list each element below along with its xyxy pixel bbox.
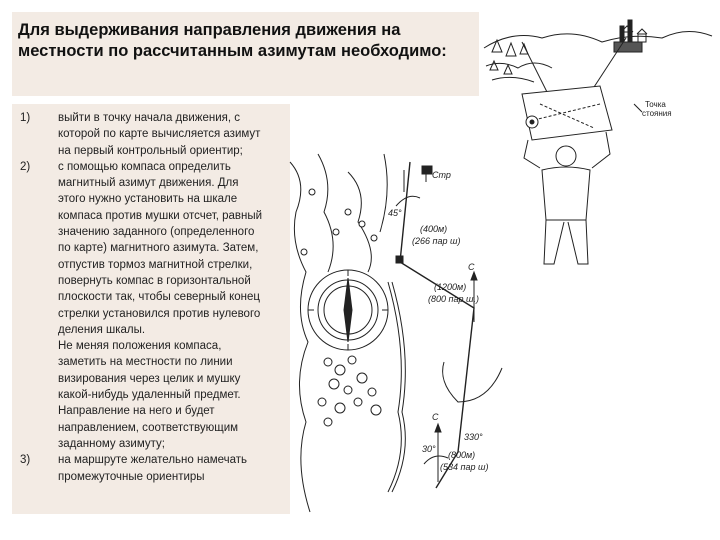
pairs-label: (266 пар ш) [412, 236, 461, 246]
list-number: 2) [20, 160, 31, 173]
list-item [20, 452, 286, 485]
list-item [20, 110, 286, 159]
route-map-illustration [288, 152, 520, 518]
angle-label: 45° [388, 208, 402, 218]
map-label: Стр [432, 170, 451, 180]
terrain-contour [290, 162, 310, 512]
distance-label: (800м) [448, 450, 476, 460]
distance-label: (1200м) [434, 282, 467, 292]
distance-label: (400м) [420, 224, 448, 234]
pairs-label: (534 пар ш) [440, 462, 489, 472]
pairs-label: (800 пар ш.) [428, 294, 479, 304]
list-item [20, 159, 286, 452]
north-label: С [468, 262, 475, 272]
list-text: с помощью компаса определить магнитный азимут движения. Для этого нужно установить на шкале компаса против мушки отсчет, равный значению заданного (определенного по карте) магнитного азимута. Затем, отпустив тормоз магнитной стрелки, повернуть компас в горизонтальной плоскости так, чтобы северный конец стрелки установился против нулевого деления шкалы. Не меняя положения компаса, заметить на местности по линии визирования через целик и мушку какой-нибудь удаленный предмет. Направление на него и будет направлением, соответствующим заданному азимуту; [58, 160, 263, 450]
horizon-line [484, 31, 712, 48]
list-number: 1) [20, 112, 31, 124]
tree-icon [490, 40, 528, 74]
landmark-icon [422, 166, 432, 174]
slide-title: Для выдерживания направления движения на местности по рассчитанным азимутам необходимо: [18, 21, 447, 60]
angle-label: 30° [422, 444, 436, 454]
route-line [400, 162, 474, 488]
instruction-list [12, 104, 290, 514]
standing-point-label: стояния [642, 109, 672, 118]
landmark-icon [396, 256, 403, 263]
compass-icon [308, 270, 388, 350]
standing-point-label: Точка [645, 100, 666, 109]
map-sheet [522, 86, 612, 140]
list-number: 3) [20, 454, 31, 467]
list-text: на маршруте желательно намечать промежуточные ориентиры [58, 454, 248, 483]
angle-label: 330° [464, 432, 483, 442]
north-label: С [432, 412, 439, 422]
person-figure [524, 132, 610, 264]
list-text: выйти в точку начала движения, с которой по карте вычисляется азимут на первый контрольный ориентир; [58, 112, 261, 157]
title-panel [12, 12, 479, 96]
